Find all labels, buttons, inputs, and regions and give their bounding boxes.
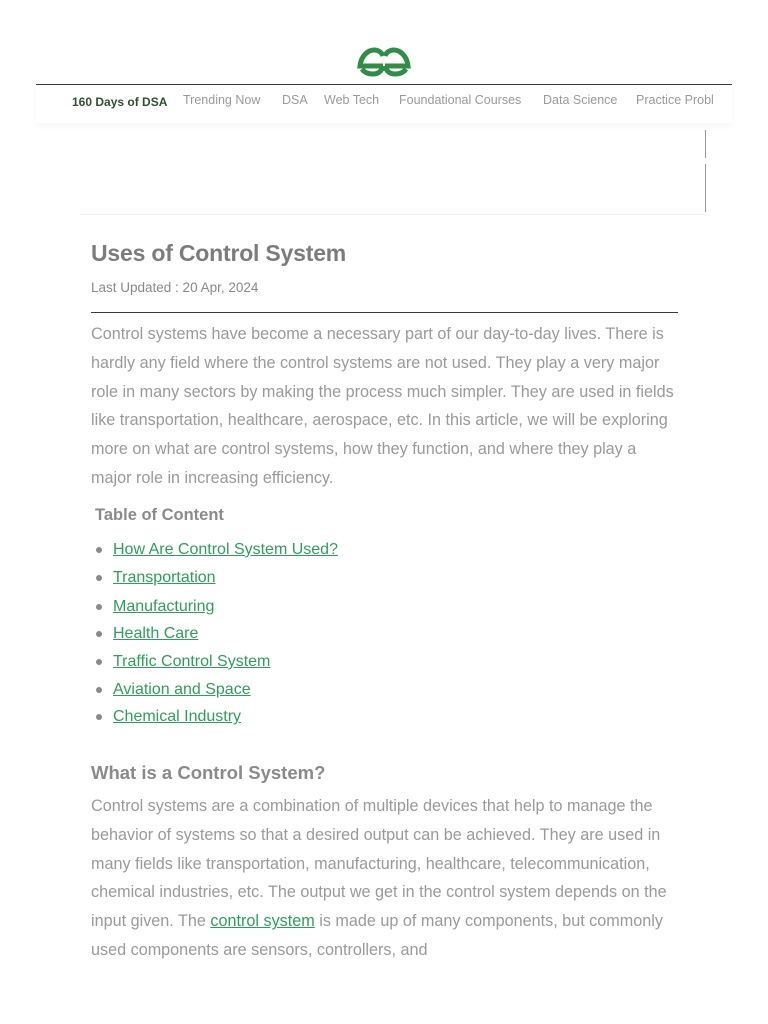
nav-item-foundational-courses[interactable]: Foundational Courses bbox=[399, 93, 522, 107]
bullet-icon bbox=[96, 659, 102, 665]
toc-item bbox=[96, 595, 338, 622]
section-paragraph bbox=[91, 792, 681, 965]
gfg-logo-icon[interactable] bbox=[356, 44, 412, 78]
toc-item bbox=[96, 566, 338, 594]
nav-item-data-science[interactable]: Data Science bbox=[543, 93, 618, 107]
control-system-link[interactable]: control system bbox=[210, 912, 315, 931]
ad-divider-gap bbox=[703, 158, 706, 164]
nav-item-dsa[interactable]: DSA bbox=[282, 93, 308, 107]
toc-heading: Table of Content bbox=[95, 506, 224, 524]
bullet-icon bbox=[96, 575, 102, 581]
toc-item bbox=[96, 678, 338, 705]
toc-item bbox=[96, 622, 338, 650]
table-of-contents bbox=[96, 538, 338, 733]
nav-item-160-days-of-dsa[interactable]: 160 Days of DSA bbox=[72, 95, 168, 109]
nav-item-practice-problems[interactable]: Practice Probl bbox=[636, 93, 714, 107]
section-text-end: is made up of many components, but commonly used components are sensors, controllers, and bbox=[91, 912, 663, 959]
toc-link-aviation-and-space[interactable]: Aviation and Space bbox=[113, 681, 251, 699]
section-text-start: Control systems are a combination of multiple devices that help to manage the behavior of systems so that a desired output can be achieved. They are used in many fields like transportation, manufacturing, healthcare, telecommunication, chemical industries, etc. The output we get in the control system depends on the input given. The bbox=[91, 797, 667, 931]
page-title: Uses of Control System bbox=[91, 240, 347, 266]
last-updated: Last Updated : 20 Apr, 2024 bbox=[91, 280, 259, 295]
nav-item-web-tech[interactable]: Web Tech bbox=[324, 93, 380, 107]
ad-placeholder bbox=[80, 126, 706, 215]
toc-link-chemical-industry[interactable]: Chemical Industry bbox=[113, 708, 242, 726]
toc-item bbox=[96, 650, 338, 678]
bullet-icon bbox=[96, 714, 102, 720]
toc-item bbox=[96, 538, 338, 566]
section-heading-what-is-control-system: What is a Control System? bbox=[91, 762, 326, 783]
bullet-icon bbox=[96, 547, 102, 553]
toc-link-health-care[interactable]: Health Care bbox=[113, 624, 199, 642]
toc-link-transportation[interactable]: Transportation bbox=[113, 569, 216, 587]
toc-link-manufacturing[interactable]: Manufacturing bbox=[113, 597, 215, 615]
nav-item-trending-now[interactable]: Trending Now bbox=[183, 93, 261, 107]
bullet-icon bbox=[96, 604, 102, 610]
bullet-icon bbox=[96, 631, 102, 637]
toc-link-traffic-control-system[interactable]: Traffic Control System bbox=[113, 652, 271, 670]
ad-divider bbox=[705, 130, 706, 212]
intro-paragraph: Control systems have become a necessary part of our day-to-day lives. There is hardly any field where the control systems are not used. They play a very major role in many sectors by making the process much simpler. They are used in fields like transportation, healthcare, aerospace, etc. In this article, we will be exploring more on what are control systems, how they function, and where they play a major role in increasing efficiency. bbox=[91, 325, 674, 487]
top-nav bbox=[36, 85, 732, 123]
toc-link-how-are-control-system-used[interactable]: How Are Control System Used? bbox=[113, 541, 338, 558]
bullet-icon bbox=[96, 687, 102, 693]
toc-item bbox=[96, 705, 338, 733]
title-divider bbox=[91, 312, 678, 313]
